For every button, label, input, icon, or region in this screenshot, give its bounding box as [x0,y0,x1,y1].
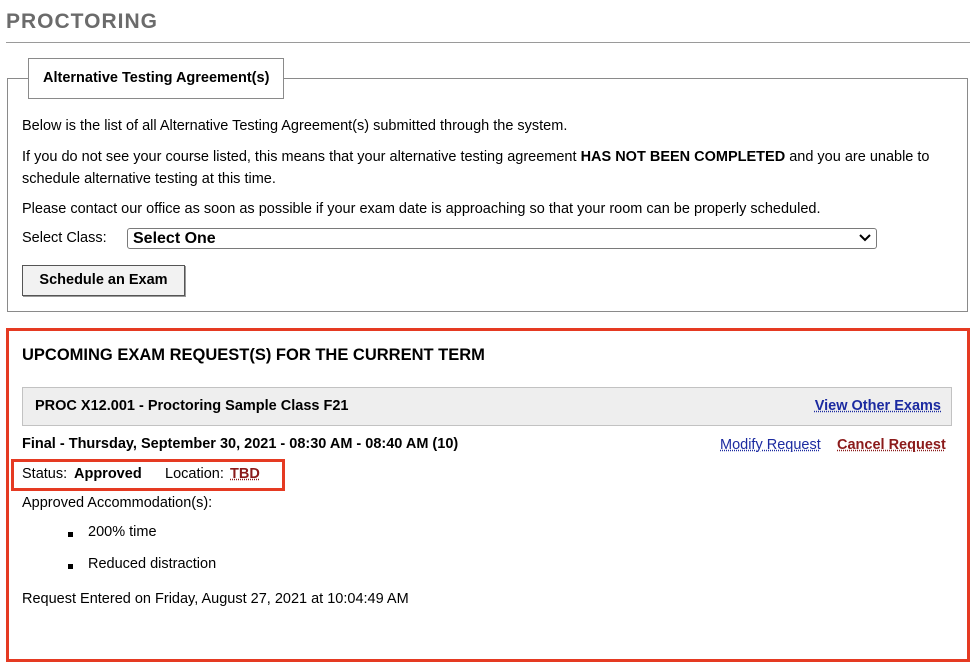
status-label: Status: [22,466,68,482]
upcoming-requests-heading: UPCOMING EXAM REQUEST(S) FOR THE CURRENT TERM [22,346,485,364]
cancel-request-link[interactable]: Cancel Request [837,437,946,453]
bullet-icon [68,532,73,537]
select-class-label: Select Class: [22,230,107,246]
schedule-exam-button[interactable]: Schedule an Exam [22,265,185,296]
request-entered-timestamp: Request Entered on Friday, August 27, 2021 at 10:04:49 AM [22,591,409,607]
agreement-contact-text: Please contact our office as soon as possible if your exam date is approaching so that your room can be properly scheduled. [22,201,821,217]
class-name: PROC X12.001 - Proctoring Sample Class F21 [35,398,349,414]
select-class-value: Select One [133,230,216,247]
bullet-icon [68,564,73,569]
modify-request-link[interactable]: Modify Request [720,437,821,453]
title-divider [6,42,970,43]
chevron-down-icon [858,230,872,246]
warning-text-emphasis: HAS NOT BEEN COMPLETED [580,149,786,165]
page-title: PROCTORING [6,10,158,33]
location-label: Location: [165,466,224,482]
agreement-legend: Alternative Testing Agreement(s) [28,58,284,99]
exam-details: Final - Thursday, September 30, 2021 - 08:30 AM - 08:40 AM (10) [22,436,459,452]
view-other-exams-link[interactable]: View Other Exams [814,398,941,414]
location-link[interactable]: TBD [230,466,260,482]
warning-text-start: If you do not see your course listed, this means that your alternative testing agreement [22,149,581,165]
status-value: Approved [74,466,142,482]
accommodations-label: Approved Accommodation(s): [22,495,213,511]
select-class-dropdown[interactable] [127,228,877,249]
agreement-warning-text [22,146,957,190]
warning-text-end: and you are unable to schedule alternative testing at this time. [22,149,930,187]
accommodation-item: Reduced distraction [88,556,217,572]
agreement-intro-text: Below is the list of all Alternative Testing Agreement(s) submitted through the system. [22,118,568,134]
accommodation-item: 200% time [88,524,157,540]
class-header-bar [22,387,952,426]
